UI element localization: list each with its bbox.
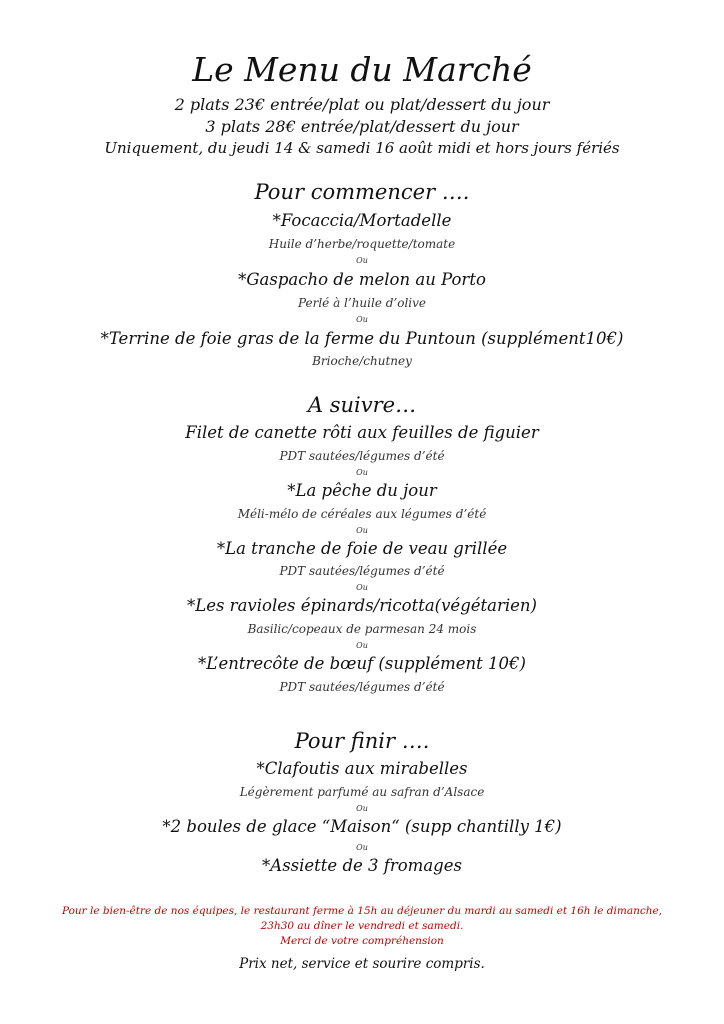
or-separator: Ou	[356, 804, 368, 813]
or-separator: Ou	[356, 468, 368, 477]
dish-description: PDT sautées/légumes d’été	[279, 449, 445, 463]
dish-name: *La tranche de foie de veau grillée	[216, 539, 508, 558]
section-heading-starters: Pour commencer ….	[254, 180, 470, 204]
availability-note: Uniquement, du jeudi 14 & samedi 16 août midi et hors jours fériés	[104, 139, 620, 157]
offer-three-courses: 3 plats 28€ entrée/plat/dessert du jour	[205, 117, 519, 136]
dish-description: Méli-mélo de céréales aux légumes d’été	[237, 507, 487, 521]
or-separator: Ou	[356, 641, 368, 650]
dish-name: *2 boules de glace “Maison“ (supp chantilly 1€)	[162, 817, 562, 836]
dish-description: Perlé à l’huile d’olive	[297, 296, 427, 310]
dish-name: Filet de canette rôti aux feuilles de figuier	[185, 423, 539, 442]
dish-description: Huile d’herbe/roquette/tomate	[268, 237, 456, 251]
dish-name: *Terrine de foie gras de la ferme du Puntoun (supplément10€)	[100, 329, 624, 348]
or-separator: Ou	[356, 256, 368, 265]
dish-description: PDT sautées/légumes d’été	[279, 680, 445, 694]
or-separator: Ou	[356, 315, 368, 324]
closing-line: Prix net, service et sourire compris.	[239, 956, 485, 972]
section-heading-mains: A suivre…	[307, 393, 417, 417]
menu-title: Le Menu du Marché	[192, 50, 532, 89]
thanks-note: Merci de votre compréhension	[280, 935, 444, 947]
dish-description: Légèrement parfumé au safran d’Alsace	[239, 785, 485, 799]
dish-name: *Assiette de 3 fromages	[262, 856, 462, 875]
dish-name: *Focaccia/Mortadelle	[272, 211, 452, 230]
or-separator: Ou	[356, 843, 368, 852]
dish-name: *Clafoutis aux mirabelles	[256, 759, 468, 778]
dish-name: *Les ravioles épinards/ricotta(végétarien)	[187, 596, 537, 615]
dish-description: Basilic/copeaux de parmesan 24 mois	[247, 622, 477, 636]
opening-hours-notice: 23h30 au dîner le vendredi et samedi.	[260, 920, 464, 932]
or-separator: Ou	[356, 526, 368, 535]
dish-name: *L’entrecôte de bœuf (supplément 10€)	[198, 654, 526, 673]
dish-description: PDT sautées/légumes d’été	[279, 564, 445, 578]
or-separator: Ou	[356, 583, 368, 592]
opening-hours-notice: Pour le bien-être de nos équipes, le restaurant ferme à 15h au déjeuner du mardi au samedi et 16h le dimanche,	[61, 905, 663, 917]
dish-description: Brioche/chutney	[312, 354, 412, 368]
section-heading-desserts: Pour finir ….	[294, 729, 430, 753]
dish-name: *La pêche du jour	[287, 481, 437, 500]
dish-name: *Gaspacho de melon au Porto	[238, 270, 486, 289]
offer-two-courses: 2 plats 23€ entrée/plat ou plat/dessert du jour	[174, 95, 550, 114]
